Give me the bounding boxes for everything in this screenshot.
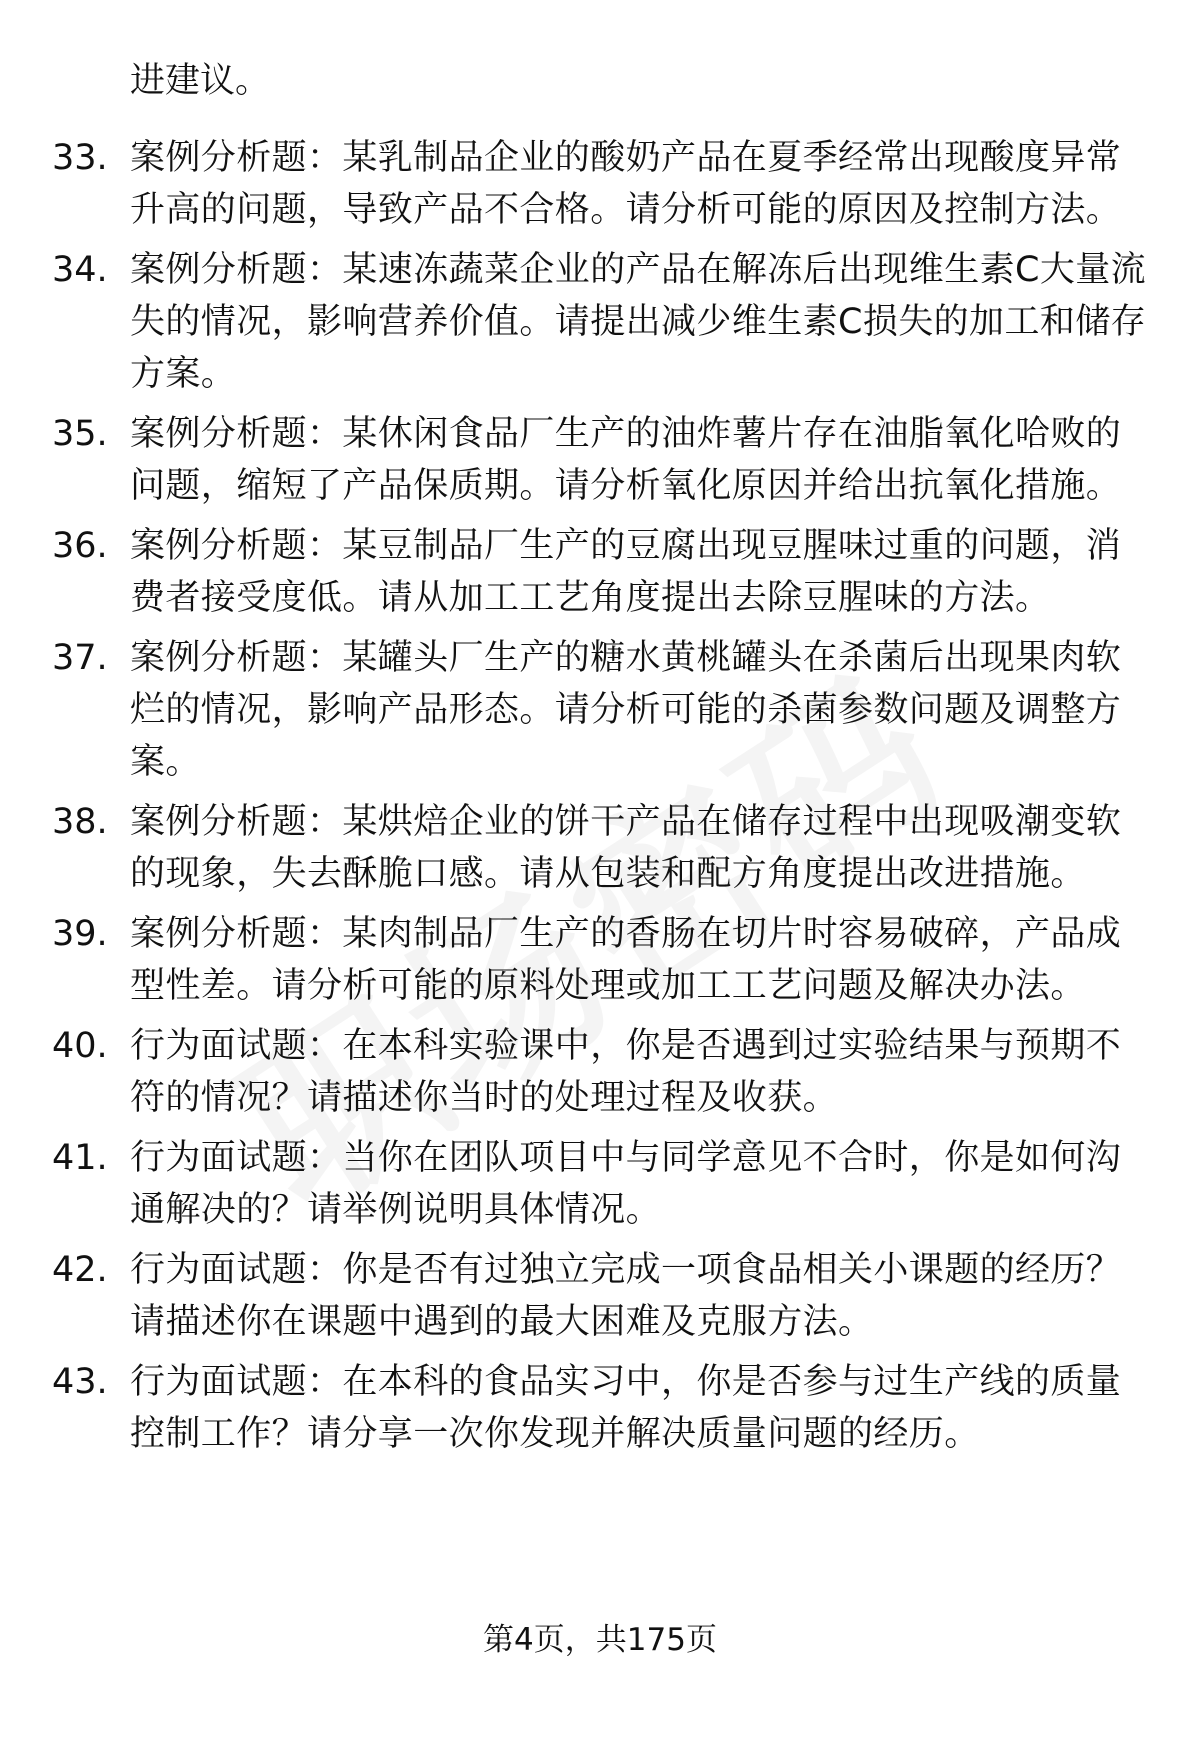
question-number: 42. — [52, 1250, 108, 1290]
question-text: 行为面试题：你是否有过独立完成一项食品相关小课题的经历？请描述你在课题中遇到的最大困难及克服方法。 — [130, 1250, 1122, 1342]
question-text: 行为面试题：在本科实验课中，你是否遇到过实验结果与预期不符的情况？请描述你当时的处理过程及收获。 — [130, 1026, 1122, 1118]
question-text: 行为面试题：当你在团队项目中与同学意见不合时，你是如何沟通解决的？请举例说明具体情况。 — [130, 1138, 1122, 1230]
question-text: 案例分析题：某罐头厂生产的糖水黄桃罐头在杀菌后出现果肉软烂的情况，影响产品形态。请分析可能的杀菌参数问题及调整方案。 — [130, 638, 1122, 782]
question-number: 43. — [52, 1362, 108, 1402]
question-number: 38. — [52, 802, 108, 842]
question-number: 39. — [52, 914, 108, 954]
question-text: 案例分析题：某烘焙企业的饼干产品在储存过程中出现吸潮变软的现象，失去酥脆口感。请从包装和配方角度提出改进措施。 — [130, 802, 1122, 894]
question-text: 案例分析题：某乳制品企业的酸奶产品在夏季经常出现酸度异常升高的问题，导致产品不合格。请分析可能的原因及控制方法。 — [130, 138, 1122, 230]
question-text: 案例分析题：某休闲食品厂生产的油炸薯片存在油脂氧化哈败的问题，缩短了产品保质期。请分析氧化原因并给出抗氧化措施。 — [130, 414, 1122, 506]
question-number: 36. — [52, 526, 108, 566]
question-text: 案例分析题：某速冻蔬菜企业的产品在解冻后出现维生素C大量流失的情况，影响营养价值。请提出减少维生素C损失的加工和储存方案。 — [130, 250, 1147, 394]
continuation-text: 进建议。 — [130, 61, 271, 101]
question-text: 行为面试题：在本科的食品实习中，你是否参与过生产线的质量控制工作？请分享一次你发现并解决质量问题的经历。 — [130, 1362, 1122, 1454]
question-text: 案例分析题：某豆制品厂生产的豆腐出现豆腥味过重的问题，消费者接受度低。请从加工工艺角度提出去除豆腥味的方法。 — [130, 526, 1122, 618]
question-number: 34. — [52, 250, 108, 290]
question-number: 40. — [52, 1026, 108, 1066]
question-number: 35. — [52, 414, 108, 454]
question-number: 41. — [52, 1138, 108, 1178]
page-footer: 第4页，共175页 — [483, 1622, 717, 1658]
question-number: 37. — [52, 638, 108, 678]
question-text: 案例分析题：某肉制品厂生产的香肠在切片时容易破碎，产品成型性差。请分析可能的原料处理或加工工艺问题及解决办法。 — [130, 914, 1122, 1006]
question-number: 33. — [52, 138, 108, 178]
